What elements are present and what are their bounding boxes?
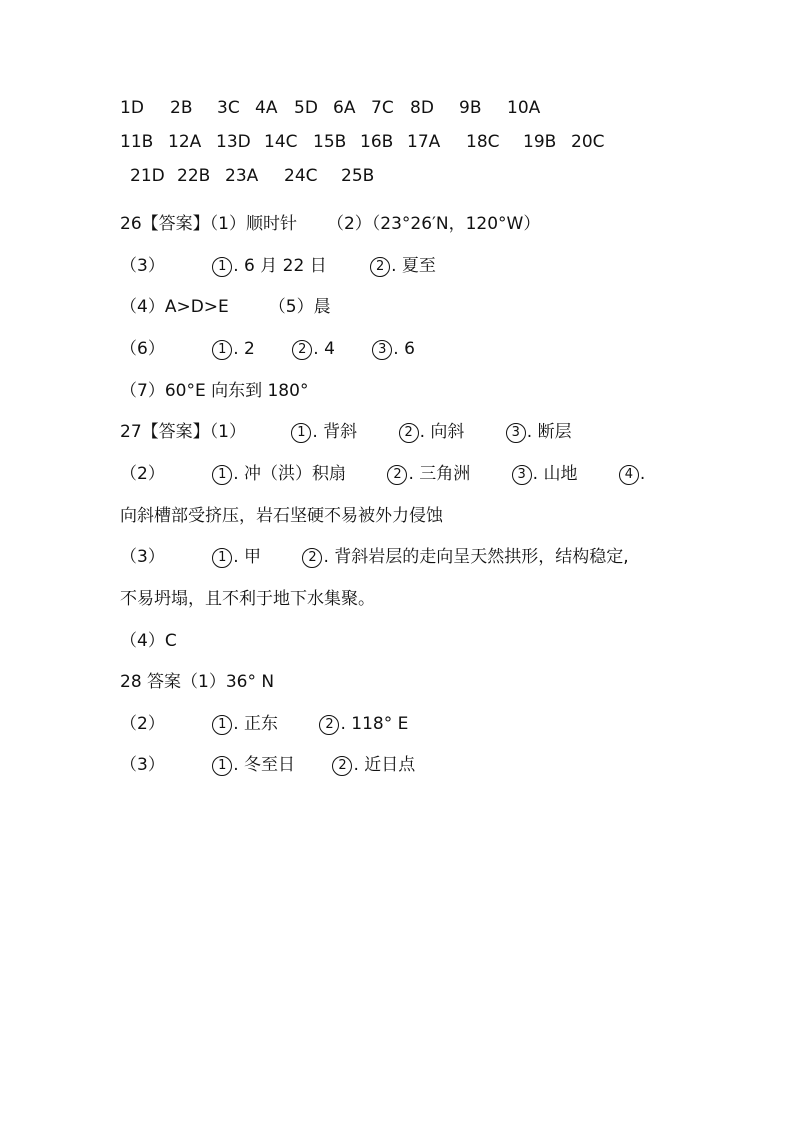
answer-text: . 6 (393, 339, 415, 359)
answer-text: . 近日点 (353, 755, 416, 775)
q26-part5: （5）晨 (268, 297, 331, 317)
mc-answer: 8D (410, 98, 434, 118)
mc-answer: 1D (120, 98, 144, 118)
mc-answer: 16B (360, 132, 394, 152)
mc-answer: 24C (284, 166, 318, 186)
q27-line-3 (120, 501, 443, 526)
circled-number: 1 (212, 756, 232, 776)
q27-part3-label: （3） (120, 547, 165, 567)
answer-text: 向斜槽部受挤压，岩石坚硬不易被外力侵蚀 (120, 506, 443, 526)
circled-number: 3 (512, 465, 532, 485)
mc-answer: 9B (459, 98, 482, 118)
mc-answer: 10A (507, 98, 541, 118)
q26-part3-label: （3） (120, 256, 165, 276)
mc-answer: 11B (120, 132, 154, 152)
q26-part4: （4）A>D>E (120, 297, 229, 317)
circled-number: 2 (332, 756, 352, 776)
mc-answer: 21D (130, 166, 165, 186)
answer-text: . (639, 464, 646, 484)
q28-part3-label: （3） (120, 755, 165, 775)
answer-text: . 三角洲 (408, 464, 471, 484)
mc-answer: 5D (294, 98, 318, 118)
q28-line-1 (120, 667, 274, 692)
q28-line-3 (120, 750, 415, 776)
answer-text: . 断层 (526, 422, 572, 442)
q27-line-4 (120, 542, 629, 568)
q26-line-1 (120, 209, 540, 234)
mc-answer: 2B (170, 98, 193, 118)
answer-text: . 夏至 (391, 256, 436, 276)
q27-line-2 (120, 459, 645, 485)
q26-part7: （7）60°E 向东到 180° (120, 381, 309, 401)
mc-answer: 14C (264, 132, 298, 152)
mc-answer: 7C (371, 98, 394, 118)
answer-text: . 2 (233, 339, 255, 359)
mc-answer: 6A (333, 98, 356, 118)
circled-number: 4 (619, 465, 639, 485)
mc-answer: 3C (217, 98, 240, 118)
q26-part6-label: （6） (120, 339, 165, 359)
circled-number: 1 (212, 465, 232, 485)
answer-text: . 甲 (233, 547, 262, 567)
q27-line-1 (120, 417, 572, 443)
q27-part1-label: 27【答案】（1） (120, 422, 246, 442)
circled-number: 1 (212, 715, 232, 735)
mc-answer: 18C (466, 132, 500, 152)
circled-number: 2 (292, 340, 312, 360)
q28-part2-label: （2） (120, 714, 165, 734)
q26-line-5 (120, 376, 308, 401)
circled-number: 2 (399, 423, 419, 443)
answer-text: . 4 (313, 339, 335, 359)
q26-line-2 (120, 251, 436, 277)
answer-text: . 正东 (233, 714, 279, 734)
answer-text: . 冬至日 (233, 755, 296, 775)
q26-part1: 26【答案】（1）顺时针 (120, 214, 297, 234)
mc-answer: 22B (177, 166, 211, 186)
answer-text: . 向斜 (419, 422, 465, 442)
mc-answer: 17A (407, 132, 441, 152)
q26-line-3 (120, 292, 331, 317)
circled-number: 1 (212, 340, 232, 360)
mc-answer: 13D (216, 132, 251, 152)
q27-part4: （4）C (120, 631, 177, 651)
mc-answer: 4A (255, 98, 278, 118)
mc-answer: 12A (168, 132, 202, 152)
mc-answer: 19B (523, 132, 557, 152)
q27-line-6 (120, 626, 177, 651)
mc-answer: 20C (571, 132, 605, 152)
answer-text: . 背斜岩层的走向呈天然拱形，结构稳定, (323, 547, 629, 567)
circled-number: 2 (302, 548, 322, 568)
q28-part1: 28 答案（1）36° N (120, 672, 275, 692)
q27-line-5 (120, 584, 375, 609)
answer-text: 不易坍塌，且不利于地下水集聚。 (120, 589, 375, 609)
circled-number: 1 (291, 423, 311, 443)
q26-line-4 (120, 334, 415, 360)
answer-text: . 山地 (532, 464, 578, 484)
circled-number: 3 (506, 423, 526, 443)
mc-answer: 15B (313, 132, 347, 152)
q28-line-2 (120, 709, 408, 735)
circled-number: 3 (372, 340, 392, 360)
circled-number: 1 (212, 257, 232, 277)
circled-number: 1 (212, 548, 232, 568)
mc-answer: 25B (341, 166, 375, 186)
circled-number: 2 (370, 257, 390, 277)
mc-answer: 23A (225, 166, 259, 186)
answer-text: . 118° E (340, 714, 409, 734)
answer-text: . 6 月 22 日 (233, 256, 327, 276)
q26-part2: （2）（23°26′N，120°W） (326, 214, 541, 234)
answer-text: . 冲（洪）积扇 (233, 464, 347, 484)
answer-text: . 背斜 (312, 422, 358, 442)
circled-number: 2 (387, 465, 407, 485)
circled-number: 2 (319, 715, 339, 735)
q27-part2-label: （2） (120, 464, 165, 484)
